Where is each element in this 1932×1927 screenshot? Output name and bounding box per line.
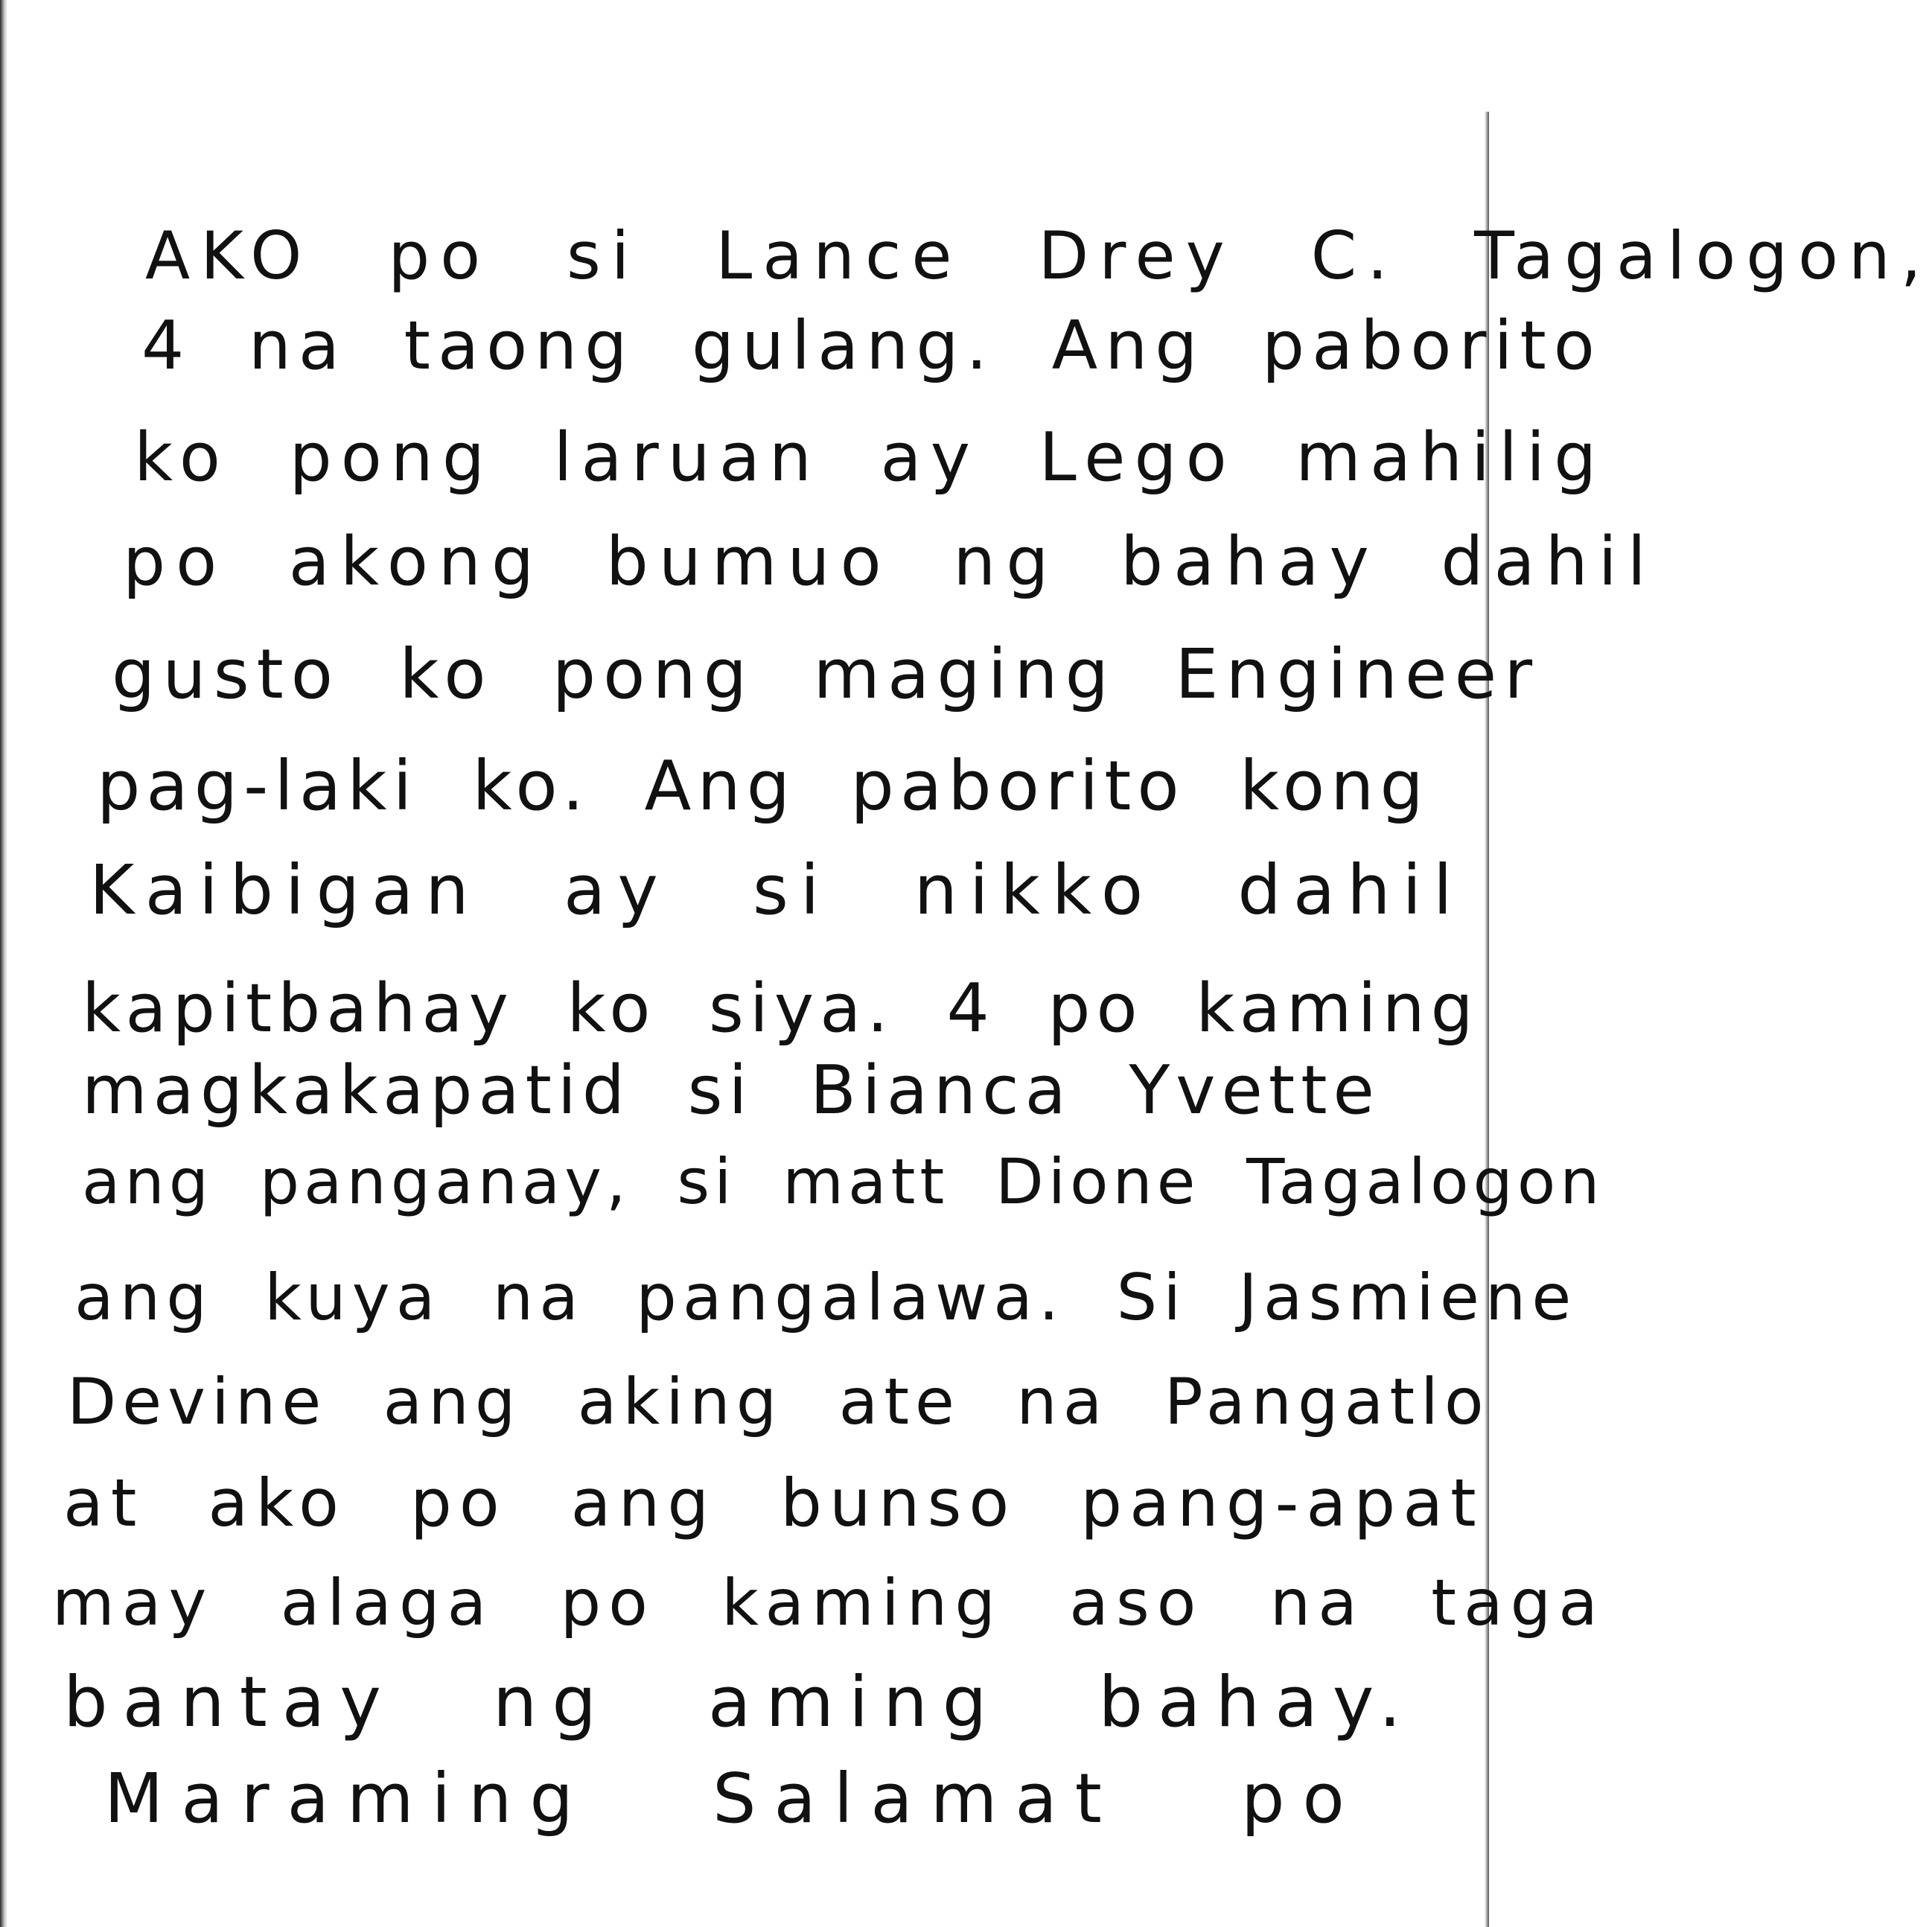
letter-line-3: ko pong laruan ay Lego mahilig (134, 418, 1606, 497)
scan-left-edge (0, 0, 7, 1927)
letter-line-9: magkakapatid si Bianca Yvette (82, 1051, 1380, 1130)
letter-line-11: ang kuya na pangalawa. Si Jasmiene (74, 1261, 1578, 1335)
letter-line-4: po akong bumuo ng bahay dahil (123, 523, 1657, 601)
letter-line-7: Kaibigan ay si nikko dahil (89, 850, 1464, 930)
letter-line-1: AKO po si Lance Drey C. Tagalogon, (145, 217, 1932, 294)
letter-line-14: may alaga po kaming aso na taga (52, 1566, 1605, 1640)
letter-line-5: gusto ko pong maging Engineer (112, 634, 1540, 714)
letter-line-15: bantay ng aming bahay. (63, 1662, 1416, 1743)
letter-line-13: at ako po ang bunso pang-apat (63, 1465, 1484, 1541)
letter-line-8: kapitbahay ko siya. 4 po kaming (82, 969, 1479, 1048)
letter-line-16: Maraming Salamat po (104, 1759, 1362, 1838)
letter-line-2: 4 na taong gulang. Ang paborito (141, 307, 1602, 385)
letter-line-6: pag-laki ko. Ang paborito kong (97, 746, 1429, 826)
letter-line-10: ang panganay, si matt Dione Tagalogon (82, 1145, 1604, 1218)
letter-line-12: Devine ang aking ate na Pangatlo (67, 1365, 1490, 1439)
